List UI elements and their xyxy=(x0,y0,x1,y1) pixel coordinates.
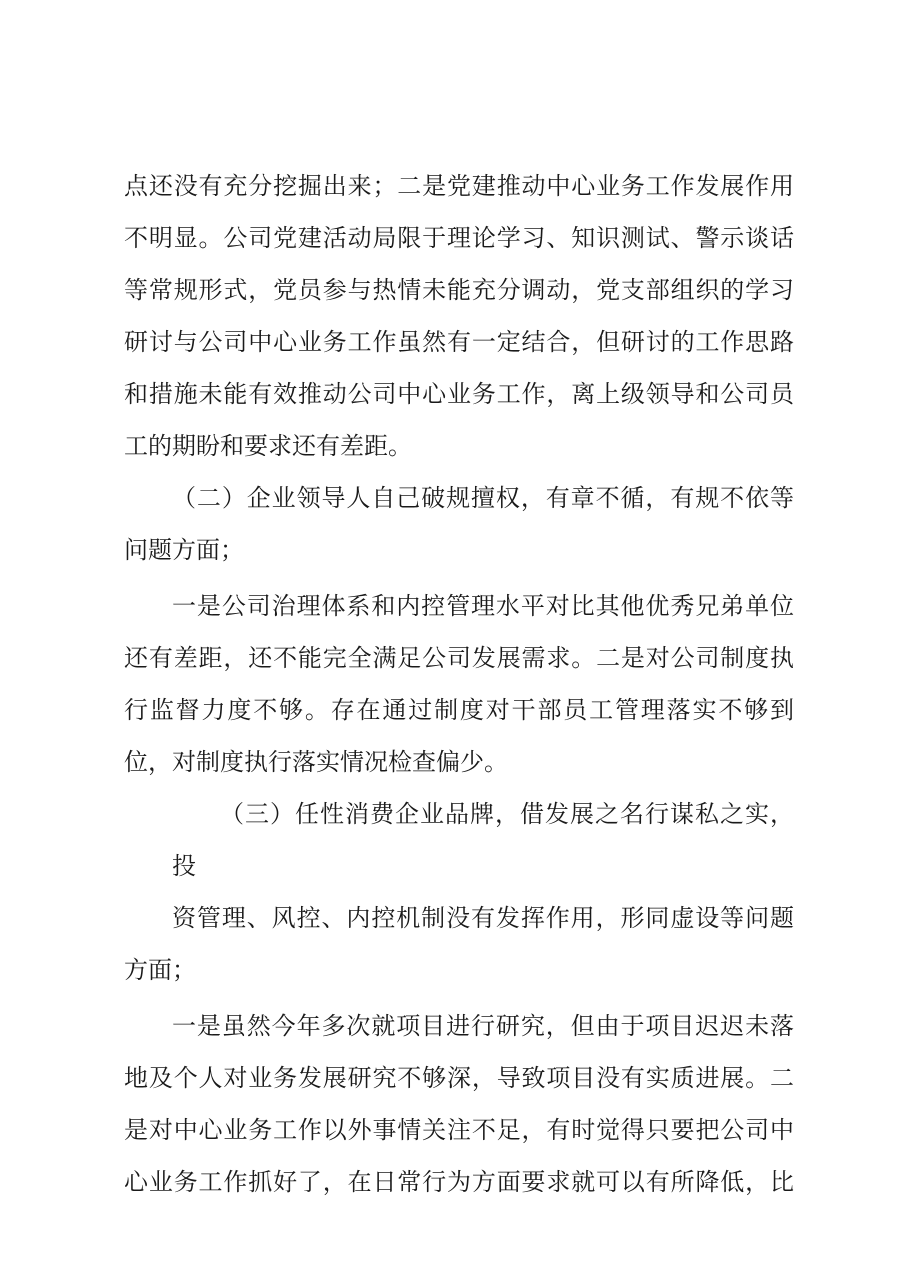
section-heading-2: （二）企业领导人自己破规擅权，有章不循，有规不依等 xyxy=(172,484,794,512)
text-line: 不明显。公司党建活动局限于理论学习、知识测试、警示谈话 xyxy=(124,224,794,252)
section-heading-3: （三）任性消费企业品牌，借发展之名行谋私之实， xyxy=(220,800,794,828)
text-line: 点还没有充分挖掘出来；二是党建推动中心业务工作发展作用 xyxy=(124,172,794,200)
text-line: 工的期盼和要求还有差距。 xyxy=(124,432,412,460)
text-line: 行监督力度不够。存在通过制度对干部员工管理落实不够到 xyxy=(124,696,794,724)
text-line: 投 xyxy=(172,852,196,880)
text-line: 研讨与公司中心业务工作虽然有一定结合，但研讨的工作思路 xyxy=(124,328,794,356)
text-line: 方面； xyxy=(124,956,196,984)
text-line: 资管理、风控、内控机制没有发挥作用，形同虚设等问题 xyxy=(172,904,794,932)
text-line: 和措施未能有效推动公司中心业务工作，离上级领导和公司员 xyxy=(124,380,794,408)
text-line: 等常规形式，党员参与热情未能充分调动，党支部组织的学习 xyxy=(124,276,794,304)
text-line: 地及个人对业务发展研究不够深，导致项目没有实质进展。二 xyxy=(124,1064,794,1092)
text-line: 位，对制度执行落实情况检查偏少。 xyxy=(124,748,508,776)
text-line: 一是虽然今年多次就项目进行研究，但由于项目迟迟未落 xyxy=(172,1012,794,1040)
text-line: 问题方面； xyxy=(124,536,244,564)
text-line: 还有差距，还不能完全满足公司发展需求。二是对公司制度执 xyxy=(124,644,794,672)
text-line: 一是公司治理体系和内控管理水平对比其他优秀兄弟单位 xyxy=(172,592,794,620)
text-line: 心业务工作抓好了，在日常行为方面要求就可以有所降低，比 xyxy=(124,1168,794,1196)
text-line: 是对中心业务工作以外事情关注不足，有时觉得只要把公司中 xyxy=(124,1116,794,1144)
